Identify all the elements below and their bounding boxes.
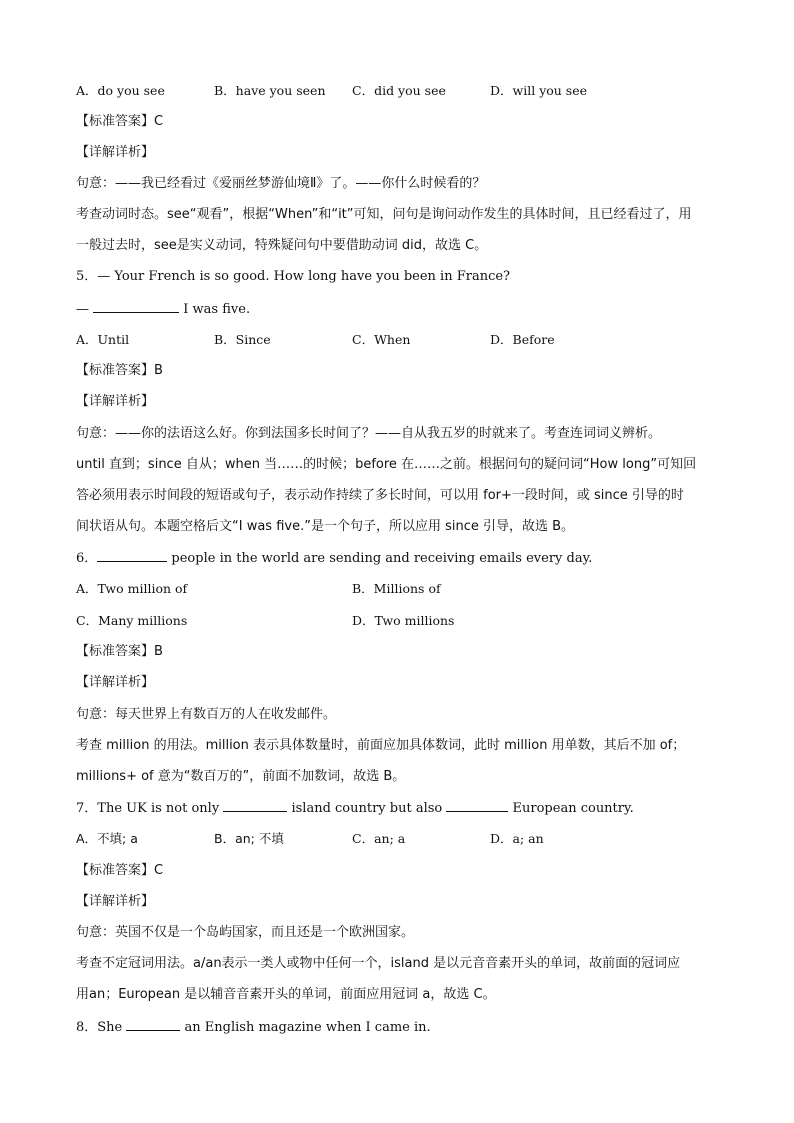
q6-number: 6． bbox=[76, 551, 98, 566]
q7-option-a: A．不填; a bbox=[76, 831, 138, 846]
q7-explain-line-2: 用an；European 是以辅音音素开头的单词，前面应用冠词 a，故选 C。 bbox=[76, 987, 496, 1002]
q5-option-c: C．When bbox=[352, 332, 411, 347]
q4-option-c: C．did you see bbox=[352, 83, 446, 98]
q5-analysis-label: 【详解详析】 bbox=[76, 394, 155, 409]
q4-option-b: B．have you seen bbox=[214, 83, 326, 98]
q4-option-a: A．do you see bbox=[76, 83, 165, 98]
q5-explain-line-2: 答必须用表示时间段的短语或句子，表示动作持续了多长时间，可以用 for+一段时间，或 since 引导的时 bbox=[76, 488, 684, 503]
q7-stem-prefix: 7．The UK is not only bbox=[76, 801, 220, 816]
q6-option-a: A．Two million of bbox=[76, 581, 188, 596]
q5-option-d: D．Before bbox=[490, 332, 555, 347]
q4-analysis-label: 【详解详析】 bbox=[76, 145, 155, 160]
q6-explain-line-2: millions+ of 意为“数百万的”，前面不加数词，故选 B。 bbox=[76, 769, 406, 784]
q6-answer-blank bbox=[97, 549, 167, 562]
q5-stem-reply bbox=[76, 300, 250, 319]
q7-answer-blank-1 bbox=[223, 799, 287, 812]
q4-explain-line-2: 一般过去时，see是实义动词，特殊疑问句中要借助动词 did，故选 C。 bbox=[76, 238, 488, 253]
q7-stem-mid: island country but also bbox=[291, 801, 443, 816]
q5-option-b: B．Since bbox=[214, 332, 271, 347]
q7-analysis-label: 【详解详析】 bbox=[76, 894, 155, 909]
q6-option-c: C．Many millions bbox=[76, 613, 188, 628]
q8-stem-prefix: 8．She bbox=[76, 1020, 123, 1035]
q7-explain-line-1: 考查不定冠词用法。a/an表示一类人或物中任何一个，island 是以元音音素开头的单词，故前面的冠词应 bbox=[76, 956, 681, 971]
q7-answer: 【标准答案】C bbox=[76, 863, 164, 878]
q5-explain-line-1: until 直到；since 自从；when 当……的时候；before 在……之前。根据问句的疑问词“How long”可知回 bbox=[76, 457, 697, 472]
q4-answer: 【标准答案】C bbox=[76, 114, 164, 129]
q6-option-b: B．Millions of bbox=[352, 581, 441, 596]
q6-explain-line-1: 考查 million 的用法。million 表示具体数量时，前面应加具体数词，此时 million 用单数，其后不加 of； bbox=[76, 738, 686, 753]
q5-answer: 【标准答案】B bbox=[76, 363, 163, 378]
q6-meaning: 句意：每天世界上有数百万的人在收发邮件。 bbox=[76, 707, 337, 722]
q7-meaning: 句意：英国不仅是一个岛屿国家，而且还是一个欧洲国家。 bbox=[76, 925, 415, 940]
q4-option-d: D．will you see bbox=[490, 83, 588, 98]
q5-dash: — bbox=[76, 302, 89, 317]
q4-meaning: 句意：——我已经看过《爱丽丝梦游仙境Ⅱ》了。——你什么时候看的？ bbox=[76, 176, 486, 191]
q5-answer-blank bbox=[93, 300, 179, 313]
q4-explain-line-1: 考查动词时态。see“观看”，根据“When”和“it”可知，问句是询问动作发生的具体时间，且已经看过了，用 bbox=[76, 207, 692, 222]
q6-stem-suffix: people in the world are sending and receiving emails every day. bbox=[171, 551, 593, 566]
q8-stem-suffix: an English magazine when I came in. bbox=[184, 1020, 431, 1035]
q8-stem bbox=[76, 1018, 431, 1037]
q7-option-b: B．an; 不填 bbox=[214, 831, 284, 846]
q7-option-d: D．a; an bbox=[490, 831, 544, 846]
q7-stem bbox=[76, 799, 634, 818]
q6-stem bbox=[76, 549, 592, 568]
q7-stem-suffix: European country. bbox=[512, 801, 634, 816]
q5-meaning: 句意：——你的法语这么好。你到法国多长时间了？——自从我五岁的时就来了。考查连词词义辨析。 bbox=[76, 426, 662, 441]
q5-option-a: A．Until bbox=[76, 332, 130, 347]
q7-answer-blank-2 bbox=[446, 799, 508, 812]
q6-option-d: D．Two millions bbox=[352, 613, 455, 628]
q8-answer-blank bbox=[126, 1018, 180, 1031]
q5-explain-line-3: 间状语从句。本题空格后文“I was five.”是一个句子，所以应用 since 引导，故选 B。 bbox=[76, 519, 575, 534]
q5-stem: 5．— Your French is so good. How long have you been in France? bbox=[76, 269, 511, 284]
q7-option-c: C．an; a bbox=[352, 831, 406, 846]
q6-answer: 【标准答案】B bbox=[76, 644, 163, 659]
q5-stem-suffix: I was five. bbox=[183, 302, 251, 317]
q6-analysis-label: 【详解详析】 bbox=[76, 675, 155, 690]
